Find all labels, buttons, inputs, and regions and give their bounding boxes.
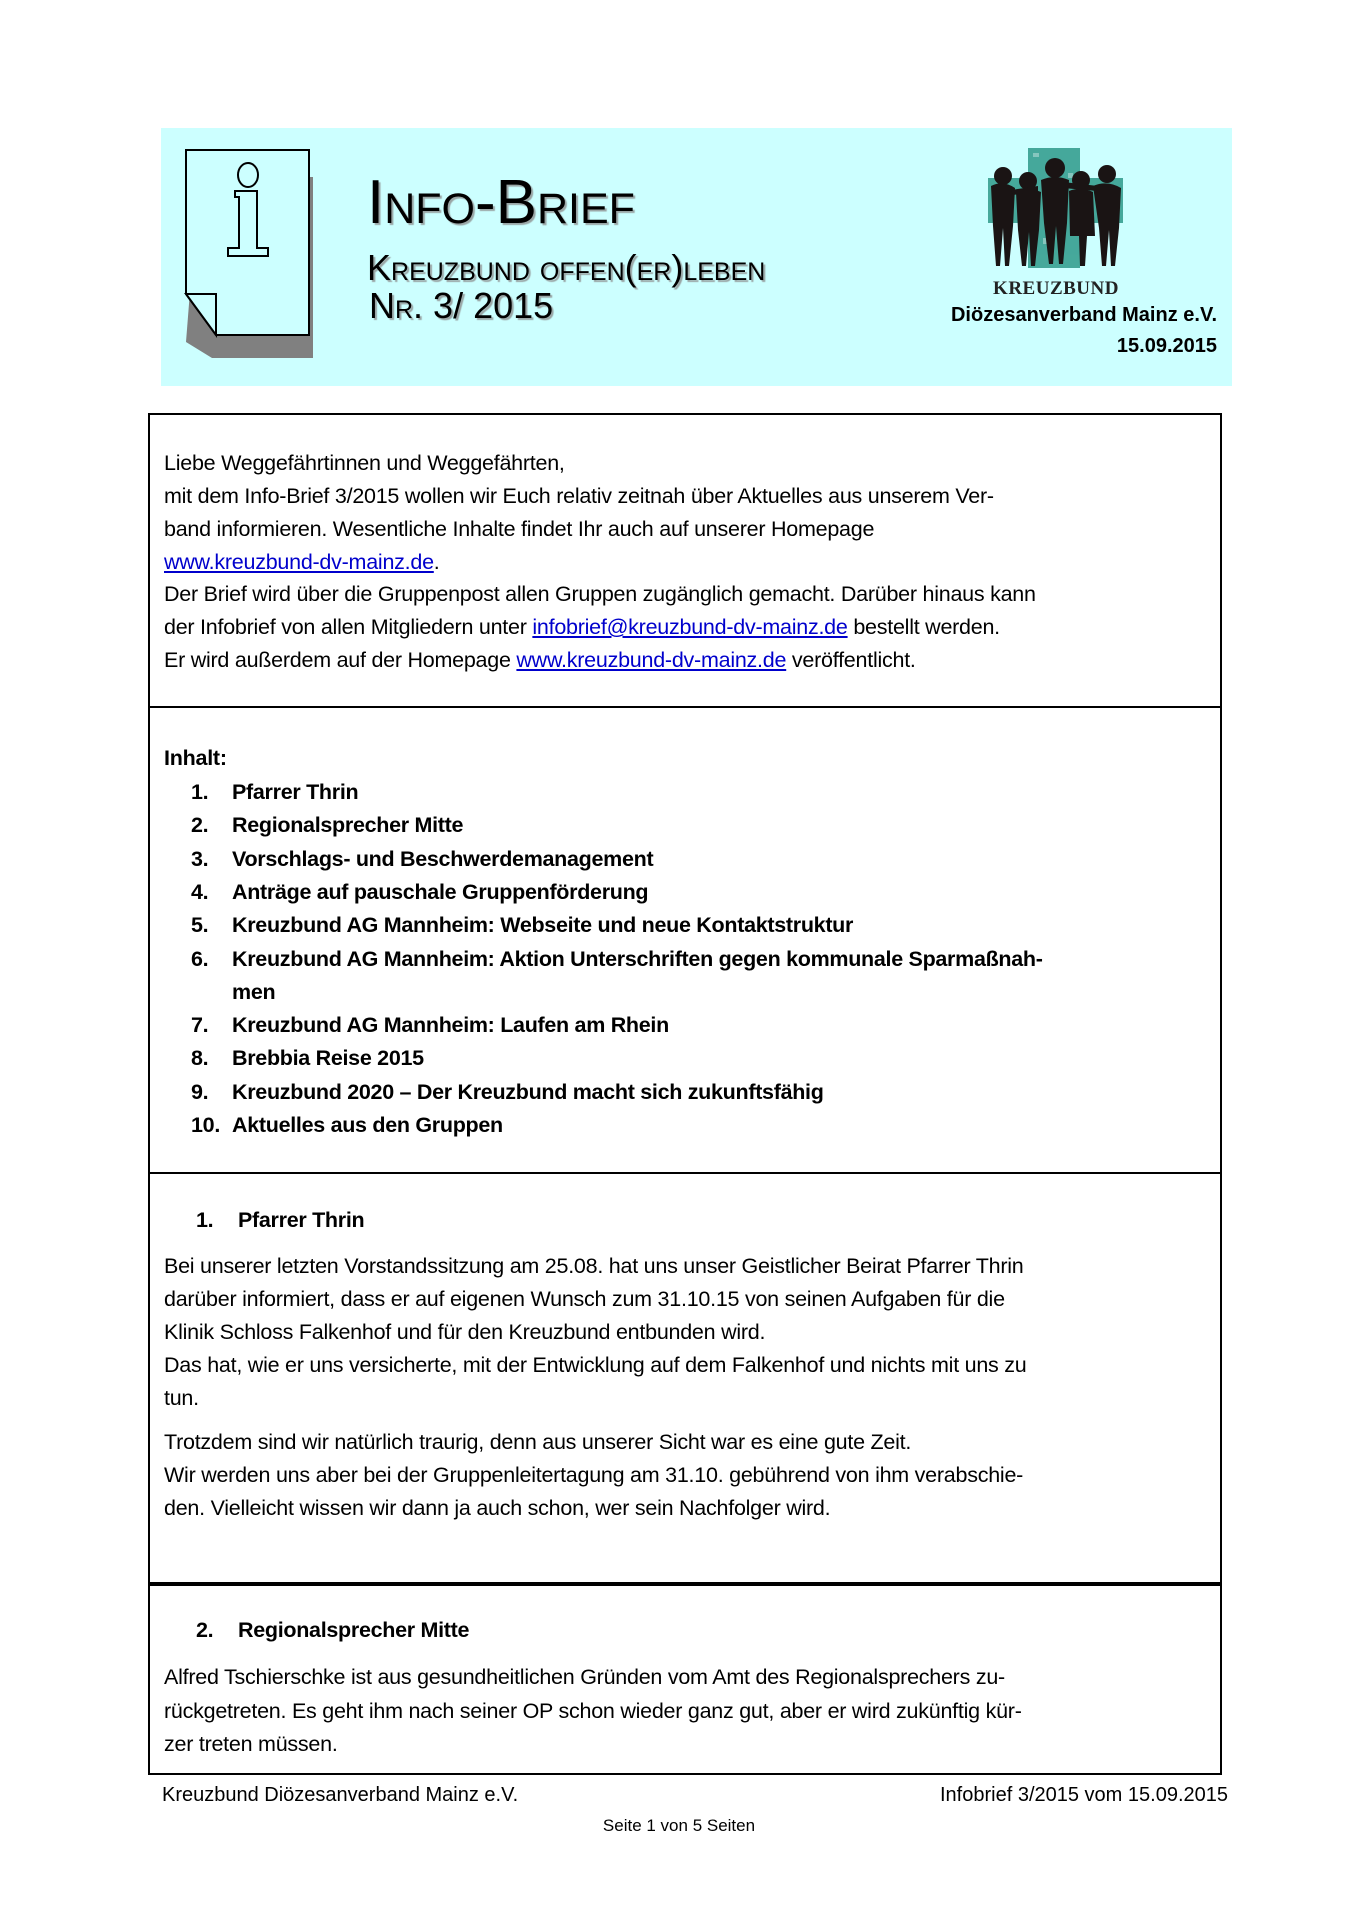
toc-item-continuation: men	[232, 979, 276, 1004]
footer-issue-info: Infobrief 3/2015 vom 15.09.2015	[940, 1784, 1228, 1806]
section-number: 2.	[196, 1618, 214, 1642]
paragraph-line: Alfred Tschierschke ist aus gesundheitlichen Gründen vom Amt des Regionalsprechers zu-	[164, 1665, 1005, 1689]
toc-item-number: 8.	[191, 1046, 209, 1071]
toc-item-label: Regionalsprecher Mitte	[232, 813, 464, 838]
kreuzbund-logo	[983, 148, 1128, 268]
toc-item	[191, 1109, 503, 1142]
intro-text: veröffentlicht.	[786, 648, 916, 672]
toc-item-label: Anträge auf pauschale Gruppenförderung	[232, 879, 649, 904]
toc-item-label: Kreuzbund AG Mannheim: Laufen am Rhein	[232, 1013, 669, 1038]
toc-item	[191, 809, 463, 842]
toc-item-label: Pfarrer Thrin	[232, 780, 359, 804]
toc-item-label: Brebbia Reise 2015	[232, 1046, 424, 1071]
intro-line: mit dem Info-Brief 3/2015 wollen wir Euch relativ zeitnah über Aktuelles aus unserem Ver-	[164, 484, 994, 508]
toc-item-label: Vorschlags- und Beschwerdemanagement	[232, 846, 654, 871]
intro-section	[148, 413, 1222, 708]
toc-item	[191, 1009, 669, 1042]
paragraph-line: rückgetreten. Es geht ihm nach seiner OP schon wieder ganz gut, aber er wird zukünftig kür-	[164, 1699, 1022, 1723]
section-title	[196, 1204, 364, 1237]
intro-line: band informieren. Wesentliche Inhalte findet Ihr auch auf unserer Homepage	[164, 517, 875, 541]
intro-punct: .	[433, 550, 440, 574]
section-title-text: Pfarrer Thrin	[238, 1208, 365, 1232]
toc-item	[191, 943, 1043, 976]
intro-text: der Infobrief von allen Mitgliedern unter	[164, 615, 533, 639]
paragraph-line: Wir werden uns aber bei der Gruppenleitertagung am 31.10. gebührend von ihm verabschie-	[164, 1463, 1024, 1487]
toc-item-label: Kreuzbund AG Mannheim: Aktion Unterschriften gegen kommunale Sparmaßnah-	[232, 946, 1043, 971]
toc-item-number: 6.	[191, 946, 209, 971]
issue-date: 15.09.2015	[1116, 335, 1217, 357]
toc-item-label: Aktuelles aus den Gruppen	[232, 1113, 503, 1137]
section-pfarrer-thrin	[148, 1172, 1222, 1586]
section-number: 1.	[196, 1208, 214, 1232]
page-number: Seite 1 von 5 Seiten	[602, 1816, 756, 1835]
intro-line: Der Brief wird über die Gruppenpost allen Gruppen zugänglich gemacht. Darüber hinaus kann	[164, 582, 1036, 606]
intro-line	[164, 611, 1000, 644]
toc-item	[191, 909, 853, 942]
intro-greeting: Liebe Weggefährtinnen und Weggefährten,	[164, 451, 565, 475]
issue-number: Nr. 3/ 2015	[369, 285, 554, 326]
footer-organization: Kreuzbund Diözesanverband Mainz e.V.	[162, 1784, 519, 1806]
paragraph-line: Bei unserer letzten Vorstandssitzung am 25.08. hat uns unser Geistlicher Beirat Pfarrer Thrin	[164, 1254, 1024, 1278]
logo-wordmark: KREUZBUND	[993, 278, 1119, 299]
table-of-contents	[148, 704, 1222, 1174]
toc-item	[191, 1076, 824, 1109]
paragraph-line: Klinik Schloss Falkenhof und für den Kreuzbund entbunden wird.	[164, 1320, 766, 1344]
toc-item-number: 3.	[191, 846, 209, 871]
toc-item	[191, 843, 653, 876]
toc-item-number: 9.	[191, 1079, 209, 1104]
paragraph-line: tun.	[164, 1386, 199, 1410]
email-link[interactable]: infobrief@kreuzbund-dv-mainz.de	[532, 615, 848, 639]
paragraph-line: darüber informiert, dass er auf eigenen Wunsch zum 31.10.15 von seinen Aufgaben für die	[164, 1287, 1005, 1311]
paragraph-line: Das hat, wie er uns versicherte, mit der Entwicklung auf dem Falkenhof und nichts mit uns zu	[164, 1353, 1027, 1377]
toc-item-label: Kreuzbund AG Mannheim: Webseite und neue Kontaktstruktur	[232, 913, 854, 938]
intro-text: Er wird außerdem auf der Homepage	[164, 648, 517, 672]
toc-item-number: 1.	[191, 780, 209, 804]
section-title-text: Regionalsprecher Mitte	[238, 1618, 470, 1642]
toc-item	[191, 876, 648, 909]
toc-item	[191, 776, 358, 809]
toc-item-number: 10.	[191, 1113, 220, 1137]
intro-text: bestellt werden.	[847, 615, 1000, 639]
homepage-link-2[interactable]: www.kreuzbund-dv-mainz.de	[516, 648, 787, 672]
section-title	[196, 1614, 469, 1647]
toc-item-number: 5.	[191, 913, 209, 938]
organization-name: Diözesanverband Mainz e.V.	[950, 304, 1217, 326]
intro-line	[164, 546, 440, 579]
paragraph-line: den. Vielleicht wissen wir dann ja auch schon, wer sein Nachfolger wird.	[164, 1496, 831, 1520]
toc-item	[191, 1042, 424, 1075]
toc-item-label: Kreuzbund 2020 – Der Kreuzbund macht sich zukunftsfähig	[232, 1079, 824, 1104]
newsletter-subtitle: Kreuzbund offen(er)leben	[367, 247, 766, 288]
toc-item-number: 2.	[191, 813, 209, 838]
homepage-link[interactable]: www.kreuzbund-dv-mainz.de	[164, 550, 434, 574]
info-page-icon	[173, 148, 323, 358]
header-banner	[161, 128, 1232, 386]
toc-item-number: 7.	[191, 1013, 209, 1038]
toc-item-number: 4.	[191, 879, 209, 904]
toc-heading: Inhalt:	[164, 746, 227, 770]
newsletter-title: Info-Brief	[367, 168, 635, 237]
intro-line	[164, 644, 916, 677]
paragraph-line: Trotzdem sind wir natürlich traurig, denn aus unserer Sicht war es eine gute Zeit.	[164, 1430, 912, 1454]
paragraph-line: zer treten müssen.	[164, 1732, 338, 1756]
section-regionalsprecher-mitte	[148, 1582, 1222, 1775]
